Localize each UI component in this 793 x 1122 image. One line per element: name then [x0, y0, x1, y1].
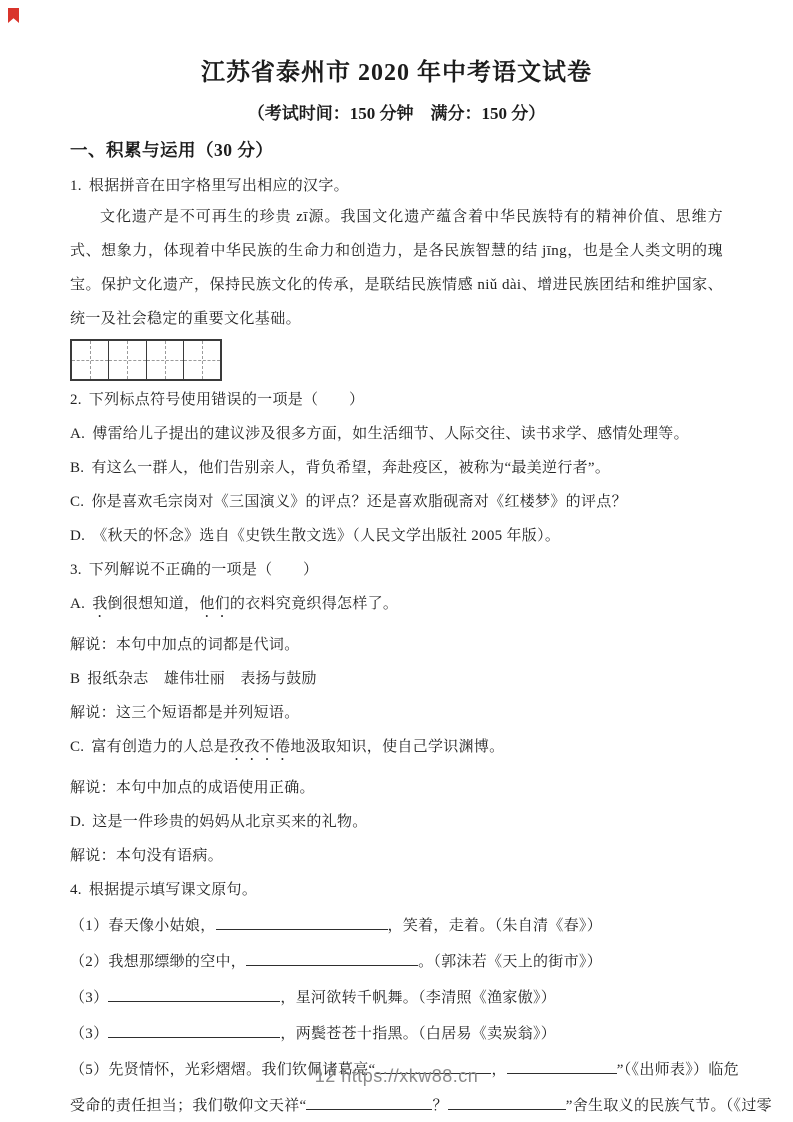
answer-blank [108, 1022, 280, 1038]
tianzige-cell [184, 341, 220, 379]
text-segment: ， [491, 1062, 507, 1078]
option-label: C. [70, 739, 85, 755]
question-4-item-3b [70, 1022, 723, 1044]
question-1-text: 根据拼音在田字格里写出相应的汉字。 [88, 178, 349, 194]
question-3-note-d: 解说：本句没有语病。 [70, 848, 224, 864]
question-4-item-5-line2 [70, 1094, 785, 1116]
text-segment: （5）先贤情怀，光彩熠熠。我们钦佩诸葛亮“ [70, 1062, 376, 1078]
question-3-note-c: 解说：本句中加点的成语使用正确。 [70, 780, 315, 796]
option-label: A. [70, 426, 86, 442]
option-label: D. [70, 814, 86, 830]
text-segment: ”（《出师表》）临危 [616, 1062, 739, 1078]
option-text [87, 671, 317, 687]
text-segment: （3） [70, 1026, 109, 1042]
question-2-option-b [70, 458, 723, 478]
tianzige-grid [70, 339, 222, 381]
text-segment: 倒很想知道， [107, 596, 200, 612]
option-text: 有这么一群人，他们告别亲人，背负希望，奔赴疫区，被称为“最美逆行者”。 [91, 460, 611, 476]
text-segment: ，笑着，走着。（朱自清《春》） [387, 918, 603, 934]
text-segment: ？ [432, 1098, 448, 1114]
tianzige-cell [147, 341, 184, 379]
text-segment: ”舍生取义的民族气节。（《过零 [565, 1098, 772, 1114]
question-2-option-a [70, 424, 723, 444]
option-label: A. [70, 596, 86, 612]
tianzige-cell [109, 341, 146, 379]
question-1-stem [70, 176, 723, 196]
emphasized-text: 孜孜不倦 [229, 739, 291, 755]
emphasized-text: 我 [92, 596, 108, 612]
text-segment: （3） [70, 990, 109, 1006]
question-4-item-1 [70, 914, 723, 936]
text-segment: ，星河欲转千帆舞。（李清照《渔家傲》） [280, 990, 557, 1006]
page-title: 江苏省泰州市 2020 年中考语文试卷 [201, 60, 592, 86]
question-4-item-3 [70, 986, 723, 1008]
question-4-text: 根据提示填写课文原句。 [88, 882, 258, 898]
emphasized-text: 他们 [199, 596, 230, 612]
option-text [92, 596, 398, 612]
question-1-passage: 文化遗产是不可再生的珍贵 zī源。我国文化遗产蕴含着中华民族特有的精神价值、思维方式、想象力，体现着中华民族的生命力和创造力，是各民族智慧的结 jīng，也是全人类文明的瑰宝。保护文化遗产，保持民族文化的传承，是联结民族情感 niǔ dài、增进民族团结和维护国家、统一及社会稳定的重要文化基础。 [70, 209, 723, 327]
question-4-item-2 [70, 950, 723, 972]
option-label: D. [70, 528, 86, 544]
question-2-number: 2. [70, 392, 82, 408]
text-segment: （2）我想那缥缈的空中， [70, 954, 247, 970]
text-segment: 报纸杂志 雄伟壮丽 表扬与鼓励 [87, 671, 317, 687]
question-4-number: 4. [70, 882, 82, 898]
question-2-text: 下列标点符号使用错误的一项是（ ） [88, 392, 365, 408]
answer-blank [306, 1094, 432, 1110]
option-text: 《秋天的怀念》选自《史铁生散文选》（人民文学出版社 2005 年版）。 [92, 528, 561, 544]
answer-blank [246, 950, 418, 966]
text-segment: 的衣料究竟织得怎样了。 [229, 596, 399, 612]
question-3-note-b: 解说：这三个短语都是并列短语。 [70, 705, 300, 721]
section-one-heading: 一、积累与运用（30 分） [70, 140, 274, 160]
answer-blank [216, 914, 388, 930]
page-footer-url: 12 https://xkw88.cn [314, 1066, 479, 1086]
question-3-stem [70, 560, 723, 580]
text-segment: （1）春天像小姑娘， [70, 918, 216, 934]
answer-blank [108, 986, 280, 1002]
text-segment: 这是一件珍贵的妈妈从北京买来的礼物。 [92, 814, 368, 830]
option-label: C. [70, 494, 85, 510]
option-label: B. [70, 460, 85, 476]
text-segment: 富有创造力的人总是 [91, 739, 230, 755]
option-text [92, 814, 367, 830]
answer-blank [448, 1094, 566, 1110]
question-3-option-b [70, 669, 723, 689]
text-segment: 。（郭沫若《天上的街市》） [418, 954, 603, 970]
text-segment: 地汲取知识，使自己学识渊博。 [290, 739, 505, 755]
exam-info: （考试时间：150 分钟 满分：150 分） [247, 104, 546, 123]
text-segment: 受命的责任担当；我们敬仰文天祥“ [70, 1098, 307, 1114]
question-3-option-a [70, 594, 723, 621]
question-3-option-d [70, 812, 723, 832]
question-3-text: 下列解说不正确的一项是（ ） [88, 562, 319, 578]
question-2-option-c [70, 492, 723, 512]
text-segment: ，两鬓苍苍十指黑。（白居易《卖炭翁》） [280, 1026, 557, 1042]
question-3-note-a: 解说：本句中加点的词都是代词。 [70, 637, 300, 653]
option-text [91, 739, 504, 755]
question-4-stem [70, 880, 723, 900]
question-2-option-d [70, 526, 723, 546]
option-text: 傅雷给儿子提出的建议涉及很多方面，如生活细节、人际交往、读书求学、感情处理等。 [92, 426, 689, 442]
option-text: 你是喜欢毛宗岗对《三国演义》的评点？还是喜欢脂砚斋对《红楼梦》的评点？ [91, 494, 627, 510]
question-3-number: 3. [70, 562, 82, 578]
question-2-stem [70, 390, 723, 410]
red-flag-icon [8, 8, 19, 23]
question-3-option-c [70, 737, 723, 764]
option-label: B [70, 671, 81, 687]
question-1-number: 1. [70, 178, 82, 194]
tianzige-cell [72, 341, 109, 379]
